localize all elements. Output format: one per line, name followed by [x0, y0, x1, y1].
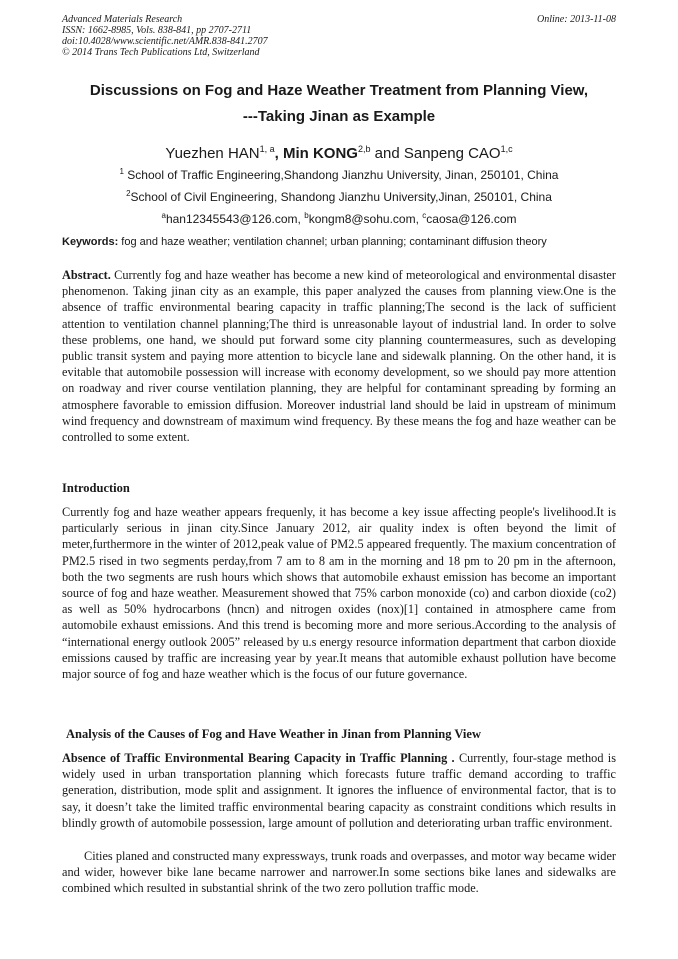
- analysis-heading: Analysis of the Causes of Fog and Have Weather in Jinan from Planning View: [66, 727, 481, 741]
- affiliation-text: School of Traffic Engineering,Shandong Jianzhu University, Jinan, 250101, China: [123, 168, 559, 182]
- issn-line: ISSN: 1662-8985, Vols. 838-841, pp 2707-2711: [62, 25, 252, 36]
- analysis-subheading: Absence of Traffic Environmental Bearing Capacity in Traffic Planning .: [62, 751, 455, 765]
- affiliation-2: [40, 186, 638, 205]
- email-text: kongm8@sohu.com,: [308, 212, 423, 226]
- introduction-text: Currently fog and haze weather appears frequenly, it has become a key issue affecting people's livelihood.It is particularly serious in jinan city.Since January 2012, air quality index is often beyond the limit of meter,furthermore in the winter of 2012,peak value of PM2.5 appeared frequently. The maxium concentration of PM2.5 rised in two segments perday,from 7 am to 8 am in the morning and 18 pm to 20 pm in the afternoon, both the two segments are rush hours which shows that automobile exhaust emission has become an important source of fog and haze weather. Measurement showed that 75% carbon monoxide (co) and carbon dioxide (co2) as well as 50% hydrocarbons (hncn) and nitrogen oxides (nox)[1] contained in atmosphere came from automobile exhaust emissions. And this trend is becoming more and more serious.According to the analysis of “international energy outlook 2005” released by u.s energy resource information department that carbon dioxide emissions caused by traffic are increasing year by year.It means that automible exhaust pollution have become major source of fog and haze weather which is the focus of our future governance.: [62, 505, 616, 682]
- online-date: Online: 2013-11-08: [537, 14, 616, 25]
- email-text: han12345543@126.com,: [165, 212, 305, 226]
- abstract: [62, 267, 616, 445]
- author-name: , Min KONG: [274, 145, 358, 162]
- title-line-2: ---Taking Jinan as Example: [242, 108, 436, 125]
- keywords: [62, 235, 622, 249]
- author-emails: [40, 208, 638, 227]
- analysis-paragraph-1-text: Currently, four-stage method is widely used in urban transportation planning which forecasts future traffic demand according to traffic generation, distribution, mode split and assignment. It ignores the influence of environmental factor, that is to say, it doesn’t take the limited traffic environmental bearing capacity as constraint conditions which results in blindly growth of automobile possession, large amount of pollution and deteriorating urban traffic environment.: [62, 751, 616, 830]
- doi-line: doi:10.4028/www.scientific.net/AMR.838-841.2707: [62, 36, 268, 47]
- abstract-label: Abstract.: [62, 268, 111, 282]
- author-name: and Sanpeng CAO: [370, 145, 501, 162]
- journal-header: [62, 14, 616, 58]
- title-line-1: Discussions on Fog and Haze Weather Treatment from Planning View,: [89, 82, 589, 99]
- abstract-text: Currently fog and haze weather has become a new kind of meteorological and environmental disaster phenomenon. Taking jinan city as an example, this paper analyzed the causes from planning view.One is the absence of traffic environmental bearing capacity in traffic planning;The second is the lack of sufficient attention to ventilation channel planning;The third is unreasonable layout of industrial land. In order to solve these problems, one hand, we should put forward some city planning countermeasures, such as developing public transit system and paying more attention to bicycle lane and sidewalk planning. On the other hand, it is evitable that automobile possession will increase with economy development, so we should pay more attention on roadway and river course ventilation planning, they are helpful for contaminant spreading by forming an atmosphere favorable to emission diffusion. Moreover industrial land should be laid in upstream of minimum wind frequency and downstream of maximum wind frequency. By these means the fog and haze weather can be controlled to some extent.: [62, 268, 616, 445]
- email-text: caosa@126.com: [426, 212, 517, 226]
- analysis-paragraph-1: [62, 750, 616, 831]
- copyright-line: © 2014 Trans Tech Publications Ltd, Switzerland: [62, 47, 260, 58]
- introduction-heading: Introduction: [62, 481, 130, 495]
- email-superscript: a: [161, 211, 166, 220]
- affiliation-1: [40, 164, 638, 183]
- paper-title: [40, 78, 638, 130]
- author-superscript: 1,c: [500, 144, 513, 154]
- analysis-paragraph-2: Cities planed and constructed many expressways, trunk roads and overpasses, and motor way became wider and wider, however bike lane became narrower and narrower.In some sections bike lanes and sidewalks are combined which resulted in substantial shrink of the two zero pollution traffic mode.: [62, 849, 616, 896]
- author-superscript: 1, a: [259, 144, 275, 154]
- affiliation-text: School of Civil Engineering, Shandong Jianzhu University,Jinan, 250101, China: [130, 190, 552, 204]
- keywords-label: Keywords:: [62, 236, 119, 248]
- email-superscript: c: [422, 211, 427, 220]
- author-name: Yuezhen HAN: [165, 145, 260, 162]
- affiliation-superscript: 2: [126, 189, 131, 198]
- author-superscript: 2,b: [357, 144, 371, 154]
- journal-name: Advanced Materials Research: [62, 14, 183, 25]
- email-superscript: b: [304, 211, 309, 220]
- author-list: [40, 139, 638, 164]
- keywords-text: fog and haze weather; ventilation channel; urban planning; contaminant diffusion theory: [118, 236, 547, 248]
- affiliation-superscript: 1: [119, 167, 124, 176]
